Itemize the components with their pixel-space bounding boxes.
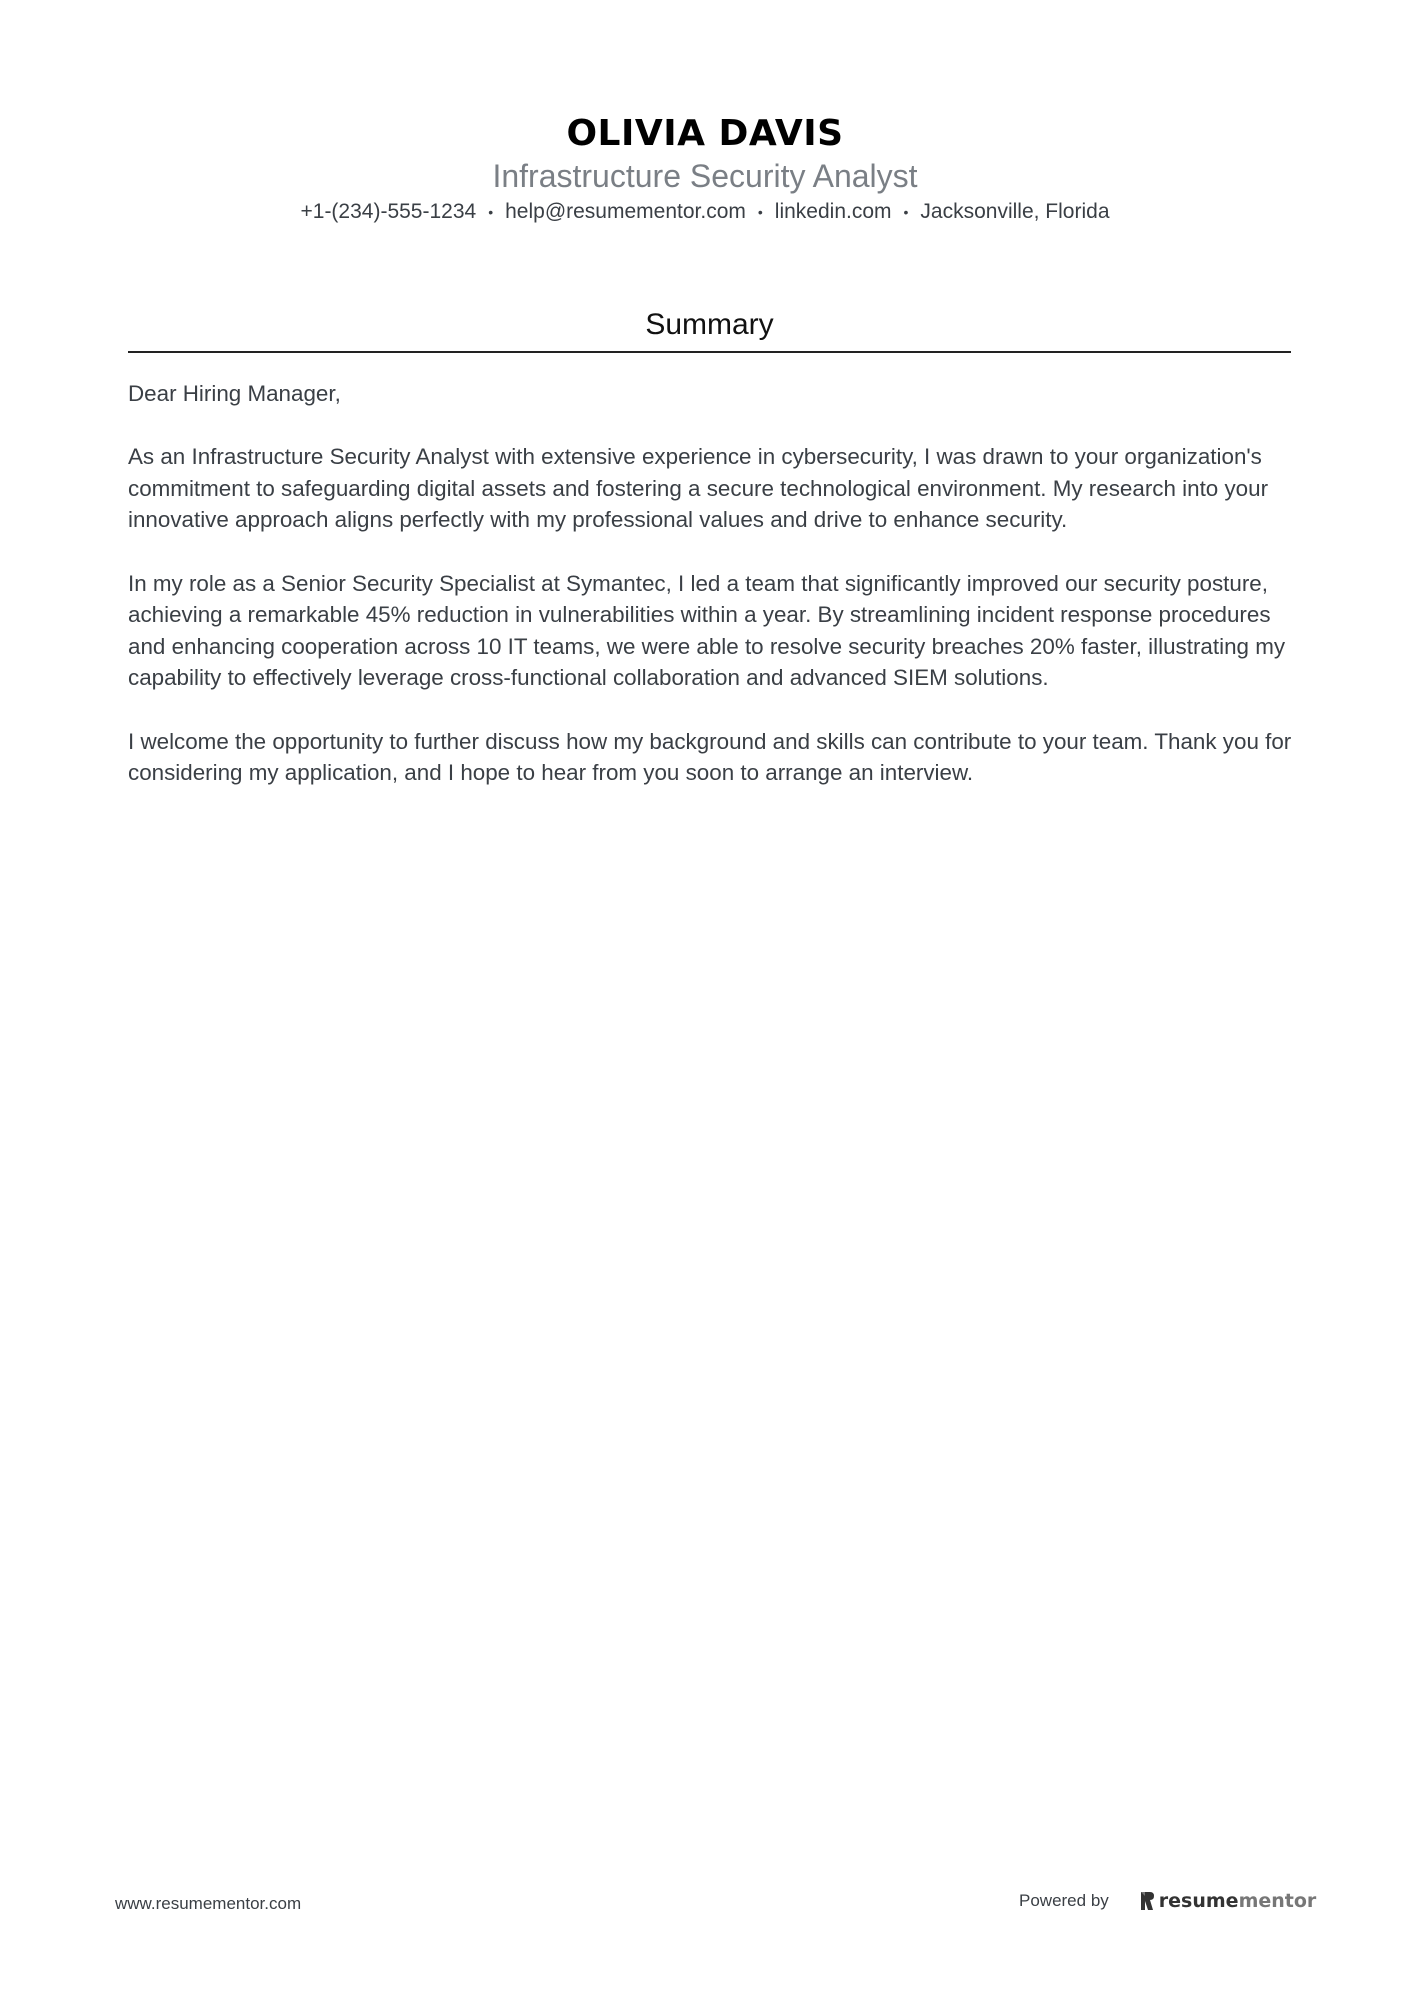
letter-paragraph: I welcome the opportunity to further discuss how my background and skills can contribute to your team. Thank you for considering my application, and I hope to hear from you soon to arrange an interview. <box>128 728 1292 786</box>
brand-logo[interactable] <box>1139 1890 1317 1912</box>
location: Jacksonville, Florida <box>920 200 1110 223</box>
footer-website-link[interactable]: www.resumementor.com <box>115 1894 302 1913</box>
letter-body <box>128 378 1298 820</box>
separator-dot: • <box>757 204 763 221</box>
phone-number: +1-(234)-555-1234 <box>300 200 477 223</box>
contact-line <box>0 196 1410 228</box>
salutation: Dear Hiring Manager, <box>128 381 341 406</box>
email-address[interactable]: help@resumementor.com <box>505 200 746 223</box>
linkedin-link[interactable]: linkedin.com <box>774 200 892 223</box>
resumementor-logo-icon <box>1139 1891 1155 1911</box>
job-title: Infrastructure Security Analyst <box>492 158 918 194</box>
brand-name-part2: mentor <box>1238 1890 1317 1912</box>
candidate-name: OLIVIA DAVIS <box>566 113 844 154</box>
footer-branding <box>1019 1890 1316 1912</box>
brand-name-part1: resume <box>1158 1890 1239 1912</box>
powered-by-label: Powered by <box>1019 1891 1109 1910</box>
letter-paragraph: In my role as a Senior Security Specialist at Symantec, I led a team that significantly improved our security posture, achieving a remarkable 45% reduction in vulnerabilities within a year. By streamlining incident response procedures and enhancing cooperation across 10 IT teams, we were able to resolve security breaches 20% faster, illustrating my capability to effectively leverage cross-functional collaboration and advanced SIEM solutions. <box>128 570 1286 691</box>
header <box>0 112 1410 228</box>
section-title: Summary <box>645 308 774 341</box>
separator-dot: • <box>488 204 494 221</box>
section-divider <box>128 351 1291 353</box>
letter-paragraph: As an Infrastructure Security Analyst with extensive experience in cybersecurity, I was drawn to your organization's commitment to safeguarding digital assets and fostering a secure technological environment. My research into your innovative approach aligns perfectly with my professional values and drive to enhance security. <box>128 444 1269 533</box>
separator-dot: • <box>903 204 909 221</box>
